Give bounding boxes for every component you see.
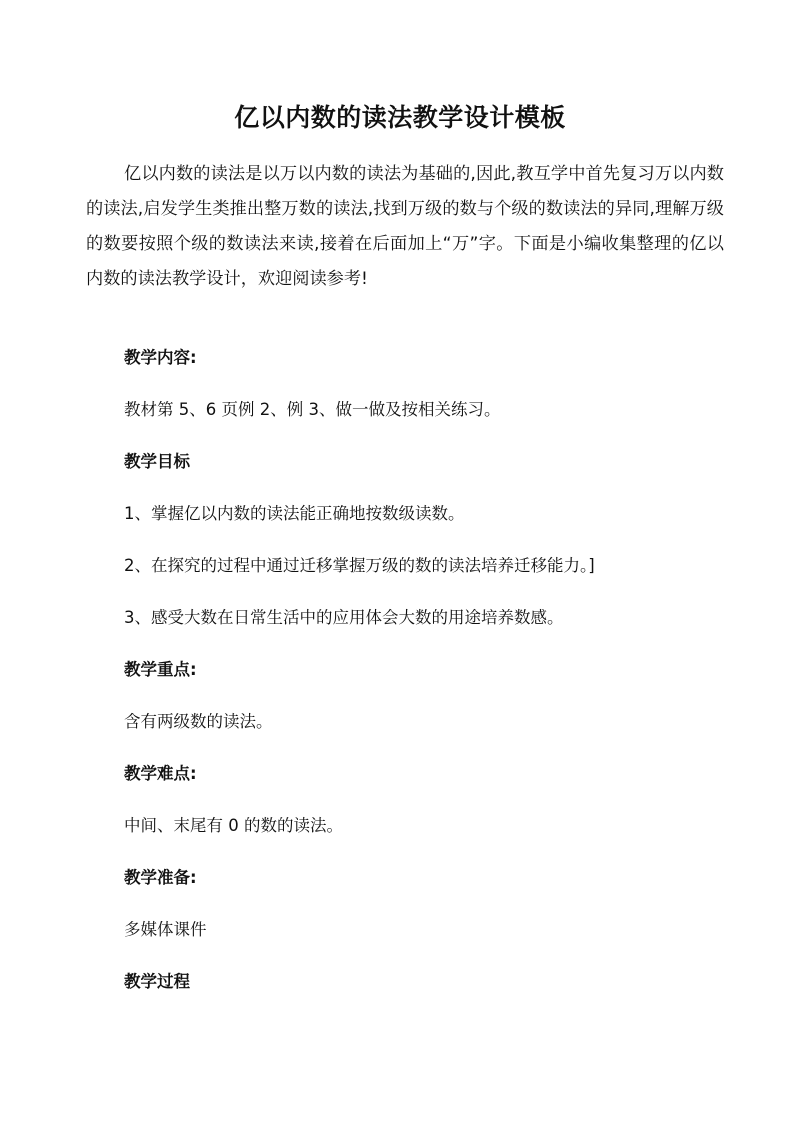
heading-teaching-content: 教学内容: <box>124 348 197 367</box>
goal-item-2: 2、在探究的过程中通过迁移掌握万级的数的读法培养迁移能力。] <box>124 556 595 575</box>
difficulties-text: 中间、末尾有 0 的数的读法。 <box>124 816 343 835</box>
heading-key-points: 教学重点: <box>124 660 197 679</box>
preparation-text: 多媒体课件 <box>124 920 207 939</box>
goal-item-3: 3、感受大数在日常生活中的应用体会大数的用途培养数感。 <box>124 608 564 627</box>
goal-item-1: 1、掌握亿以内数的读法能正确地按数级读数。 <box>124 504 465 523</box>
heading-preparation: 教学准备: <box>124 868 197 887</box>
heading-teaching-process: 教学过程 <box>124 972 190 991</box>
teaching-content-text: 教材第 5、6 页例 2、例 3、做一做及按相关练习。 <box>124 400 501 419</box>
heading-difficulties: 教学难点: <box>124 764 197 783</box>
key-points-text: 含有两级数的读法。 <box>124 712 273 731</box>
intro-paragraph: 亿以内数的读法是以万以内数的读法为基础的,因此,教互学中首先复习万以内数的读法,启发学生类推出整万数的读法,找到万级的数与个级的数读法的异同,理解万级的数要按照个级的数读法来读,接着在后面加上“万”字。下面是小编收集整理的亿以内数的读法教学设计，欢迎阅读参考! <box>86 164 724 289</box>
heading-teaching-goals: 教学目标 <box>124 452 190 471</box>
document-title: 亿以内数的读法教学设计模板 <box>234 103 566 132</box>
